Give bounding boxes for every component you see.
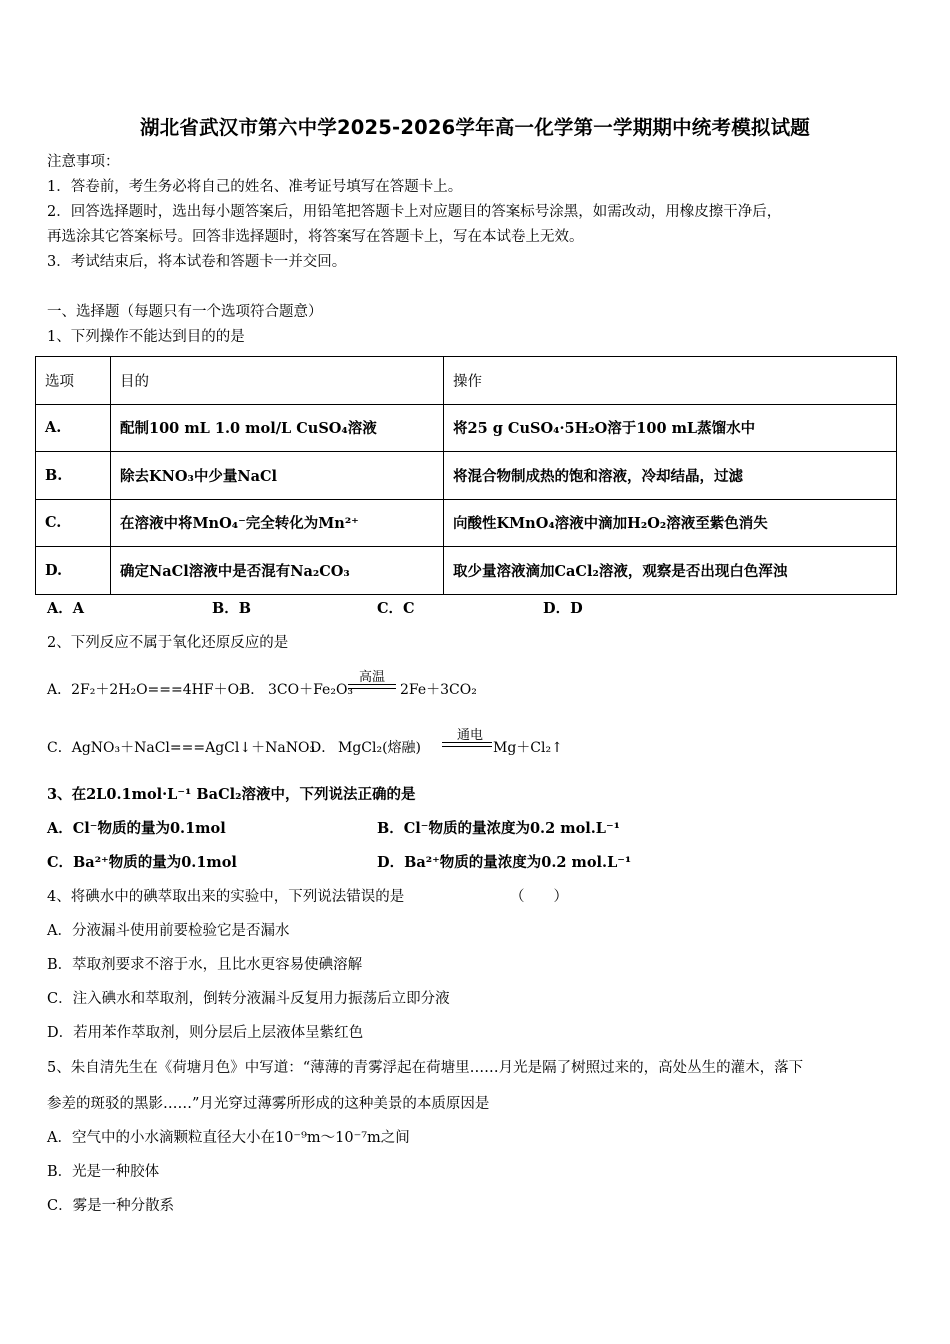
- equation-line: [442, 742, 492, 743]
- q3-option-b[interactable]: B．Cl⁻物质的量浓度为0.2 mol.L⁻¹: [377, 820, 621, 837]
- row-option: B.: [36, 452, 111, 500]
- notice-item-3: 3．考试结束后，将本试卷和答题卡一并交回。: [47, 254, 347, 270]
- condition-electrolysis: 通电: [456, 728, 483, 743]
- table-row: [36, 547, 897, 595]
- q2-option-d-products: Mg＋Cl₂↑: [493, 740, 563, 756]
- q3-option-d[interactable]: D．Ba²⁺物质的量浓度为0.2 mol.L⁻¹: [377, 854, 632, 871]
- equation-line: [348, 684, 396, 685]
- row-operation: 将混合物制成热的饱和溶液，冷却结晶，过滤: [444, 452, 897, 500]
- condition-high-temp: 高温: [358, 670, 385, 685]
- table-row: [36, 404, 897, 452]
- q4-option-b[interactable]: B．萃取剂要求不溶于水，且比水更容易使碘溶解: [47, 957, 363, 973]
- notice-item-2-cont: 再选涂其它答案标号。回答非选择题时，将答案写在答题卡上，写在本试卷上无效。: [47, 229, 584, 245]
- notice-heading: 注意事项：: [47, 154, 120, 170]
- table-row: [36, 452, 897, 500]
- q2-option-b-label[interactable]: B．: [240, 682, 265, 698]
- q1-stem: 1、下列操作不能达到目的的是: [47, 329, 245, 345]
- q4-option-c[interactable]: C．注入碘水和萃取剂，倒转分液漏斗反复用力振荡后立即分液: [47, 991, 450, 1007]
- header-option: 选项: [36, 357, 111, 405]
- row-purpose: 除去KNO₃中少量NaCl: [111, 452, 444, 500]
- q3-option-a[interactable]: A．Cl⁻物质的量为0.1mol: [47, 820, 226, 837]
- row-purpose: 确定NaCl溶液中是否混有Na₂CO₃: [111, 547, 444, 595]
- q1-choice-a[interactable]: A．A: [47, 600, 85, 617]
- q2-option-d-label[interactable]: D．: [310, 740, 336, 756]
- section-heading: 一、选择题（每题只有一个选项符合题意）: [47, 304, 323, 320]
- page-title: 湖北省武汉市第六中学2025-2026学年高一化学第一学期期中统考模拟试题: [139, 116, 811, 139]
- q1-choice-d[interactable]: D．D: [543, 600, 583, 617]
- equation-line: [348, 688, 396, 689]
- q4-stem: 4、将碘水中的碘萃取出来的实验中，下列说法错误的是: [47, 889, 405, 905]
- q2-stem: 2、下列反应不属于氧化还原反应的是: [47, 635, 289, 651]
- q3-stem: 3、在2L0.1mol·L⁻¹ BaCl₂溶液中，下列说法正确的是: [47, 786, 416, 803]
- q1-choice-c[interactable]: C．C: [377, 600, 415, 617]
- q4-option-a[interactable]: A．分液漏斗使用前要检验它是否漏水: [47, 923, 290, 939]
- notice-item-1: 1．答卷前，考生务必将自己的姓名、准考证号填写在答题卡上。: [47, 179, 463, 195]
- q5-option-c[interactable]: C．雾是一种分散系: [47, 1198, 175, 1214]
- q2-option-a[interactable]: A．2F₂＋2H₂O===4HF＋O₂: [47, 682, 245, 698]
- q2-option-b-products: 2Fe＋3CO₂: [400, 682, 477, 698]
- table-row: [36, 499, 897, 547]
- row-operation: 将25 g CuSO₄·5H₂O溶于100 mL蒸馏水中: [444, 404, 897, 452]
- header-operation: 操作: [444, 357, 897, 405]
- row-purpose: 在溶液中将MnO₄⁻完全转化为Mn²⁺: [111, 499, 444, 547]
- header-purpose: 目的: [111, 357, 444, 405]
- row-purpose: 配制100 mL 1.0 mol/L CuSO₄溶液: [111, 404, 444, 452]
- q2-option-d-reactants: MgCl₂(熔融): [338, 740, 422, 756]
- row-option: D.: [36, 547, 111, 595]
- q1-table: [35, 356, 897, 595]
- q5-option-a[interactable]: A．空气中的小水滴颗粒直径大小在10⁻⁹m～10⁻⁷m之间: [47, 1130, 410, 1146]
- table-header-row: [36, 357, 897, 405]
- q5-stem-line2: 参差的斑驳的黑影……”月光穿过薄雾所形成的这种美景的本质原因是: [47, 1096, 490, 1112]
- row-option: A.: [36, 404, 111, 452]
- row-operation: 取少量溶液滴加CaCl₂溶液，观察是否出现白色浑浊: [444, 547, 897, 595]
- q5-option-b[interactable]: B．光是一种胶体: [47, 1164, 160, 1180]
- q2-option-b-reactants: 3CO＋Fe₂O₃: [268, 682, 354, 698]
- row-operation: 向酸性KMnO₄溶液中滴加H₂O₂溶液至紫色消失: [444, 499, 897, 547]
- q4-option-d[interactable]: D．若用苯作萃取剂，则分层后上层液体呈紫红色: [47, 1025, 364, 1041]
- q5-stem-line1: 5、朱自清先生在《荷塘月色》中写道：“薄薄的青雾浮起在荷塘里……月光是隔了树照过来的，高处丛生的灌木，落下: [47, 1060, 804, 1076]
- q4-answer-blank: （ ）: [510, 889, 568, 905]
- notice-item-2: 2．回答选择题时，选出每小题答案后，用铅笔把答题卡上对应题目的答案标号涂黑，如需改动，用橡皮擦干净后，: [47, 204, 782, 220]
- row-option: C.: [36, 499, 111, 547]
- q2-option-c[interactable]: C．AgNO₃＋NaCl===AgCl↓＋NaNO₃: [47, 740, 316, 756]
- equation-line: [442, 746, 492, 747]
- q3-option-c[interactable]: C．Ba²⁺物质的量为0.1mol: [47, 854, 237, 871]
- q1-choice-b[interactable]: B．B: [212, 600, 252, 617]
